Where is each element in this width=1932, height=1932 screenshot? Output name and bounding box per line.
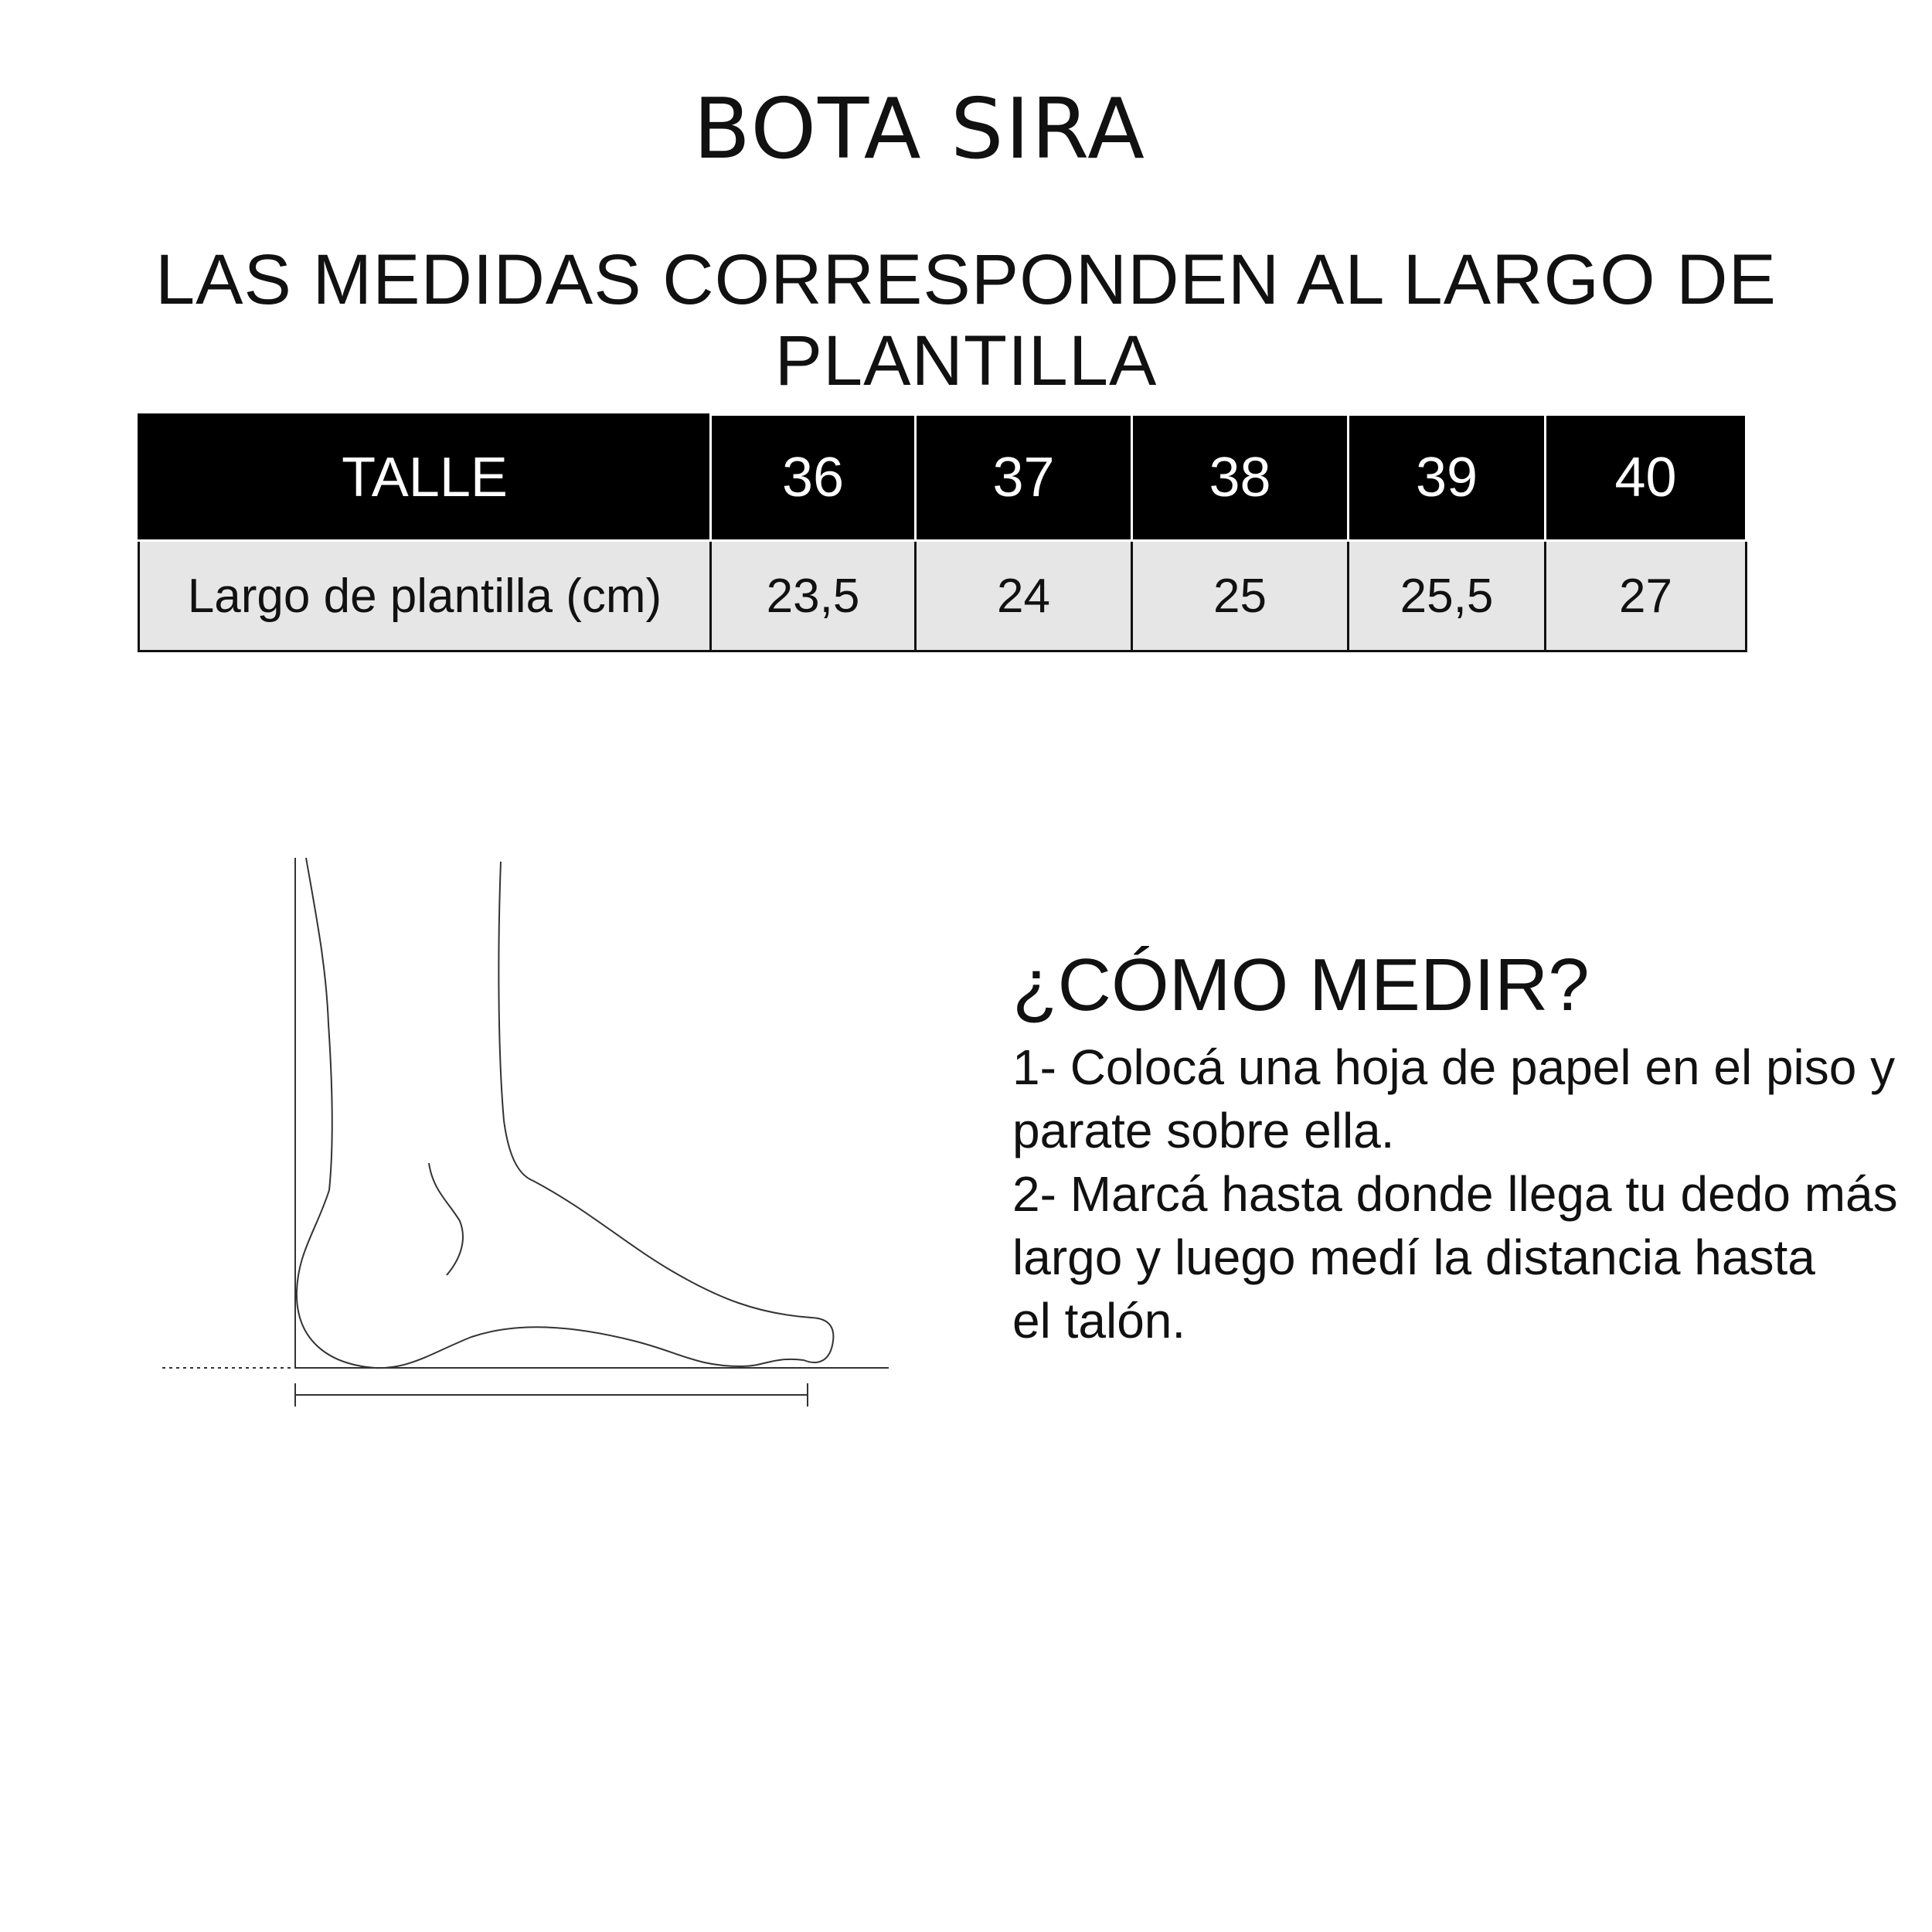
instep-outline	[498, 862, 833, 1362]
size-header-label: TALLE	[139, 415, 711, 541]
heel-outline	[297, 858, 375, 1368]
size-header-row	[139, 415, 1747, 541]
how-to-measure	[1012, 943, 1901, 1352]
size-cell: 37	[916, 415, 1132, 541]
length-cell: 24	[916, 541, 1132, 651]
how-to-title: ¿CÓMO MEDIR?	[1012, 944, 1590, 1026]
size-table	[138, 413, 1747, 652]
length-cell: 25,5	[1349, 541, 1546, 651]
ankle-outline	[429, 1163, 463, 1275]
length-row-label: Largo de plantilla (cm)	[139, 541, 711, 651]
page-subtitle: LAS MEDIDAS CORRESPONDEN AL LARGO DE PLANTILLA	[155, 240, 1777, 400]
page-title: BOTA SIRA	[693, 81, 1146, 178]
length-cell: 25	[1132, 541, 1349, 651]
how-to-step-2: 2- Marcá hasta donde llega tu dedo más largo y luego medí la distancia hasta el talón.	[1012, 1166, 1898, 1349]
sole-outline	[375, 1327, 804, 1368]
size-cell: 39	[1349, 415, 1546, 541]
how-to-step-1: 1- Colocá una hoja de papel en el piso y parate sobre ella.	[1012, 1039, 1896, 1159]
size-cell: 40	[1546, 415, 1747, 541]
size-cell: 36	[711, 415, 916, 541]
length-cell: 23,5	[711, 541, 916, 651]
length-cell: 27	[1546, 541, 1747, 651]
size-cell: 38	[1132, 415, 1349, 541]
length-row	[139, 541, 1747, 651]
foot-measurement-illustration	[155, 850, 912, 1422]
